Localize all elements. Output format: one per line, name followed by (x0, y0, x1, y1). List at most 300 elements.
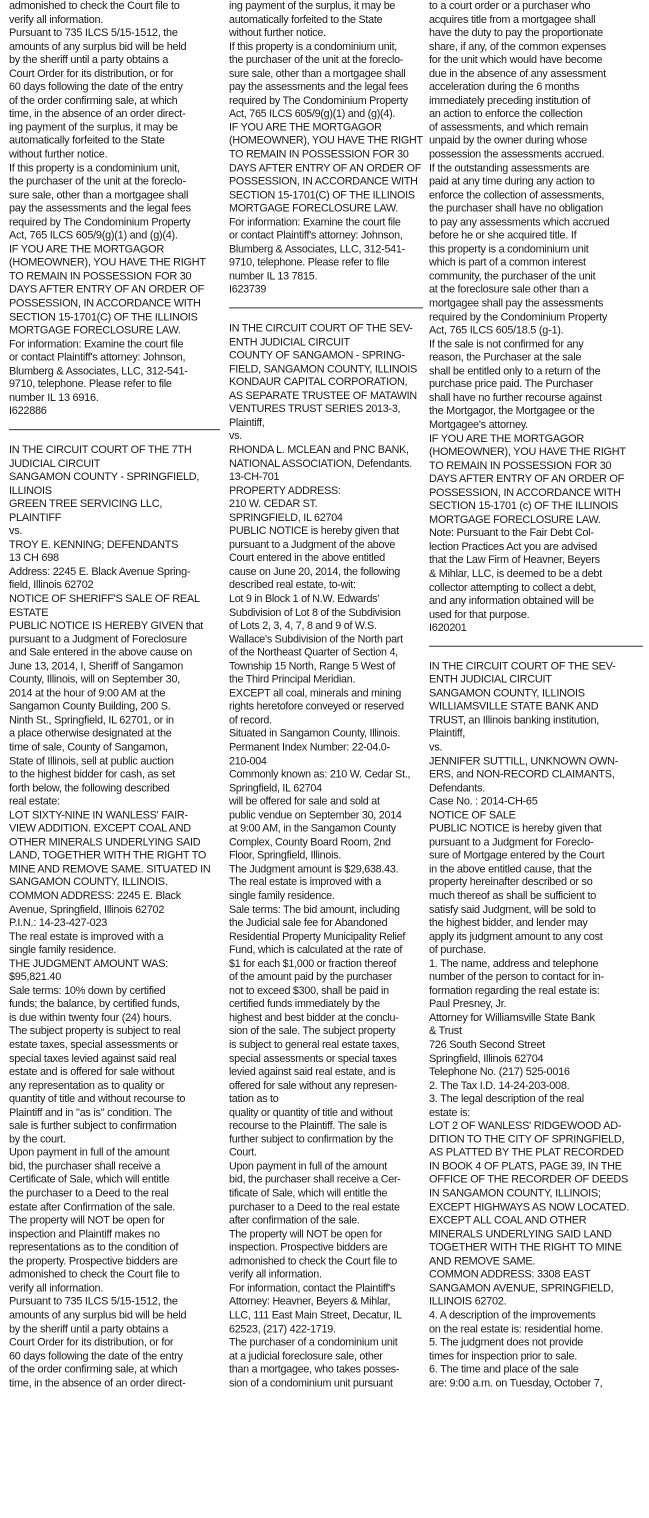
legal-notice (429, 0, 643, 635)
notice-line: amounts of any surplus bid will be held (9, 40, 187, 53)
notice-line: LOT SIXTY-NINE IN WANLESS' FAIR- (9, 809, 188, 822)
notice-line: sion of the sale. The subject property (229, 1025, 396, 1038)
notice-line: SANGAMON COUNTY, ILLINOIS (429, 687, 585, 700)
notice-line: Commonly known as: 210 W. Cedar St., (229, 768, 411, 781)
legal-notice (429, 660, 643, 1390)
notice-line: The Judgment amount is $29,638.43. (229, 863, 399, 876)
notice-line: pursuant to a Judgment for Foreclo- (429, 836, 594, 849)
notice-line: and any information obtained will be (429, 594, 594, 607)
notice-line: special assessments or special taxes (229, 1052, 397, 1065)
notice-line: TOGETHER WITH THE RIGHT TO MINE (429, 1241, 622, 1254)
notice-line: Plaintiff, (229, 417, 265, 430)
notice-line: (HOMEOWNER), YOU HAVE THE RIGHT (429, 446, 626, 459)
notice-line: required by the Condominium Property (429, 310, 608, 323)
notice-line: SPRINGFIELD, IL 62704 (229, 511, 343, 524)
notice-line: TO REMAIN IN POSSESSION FOR 30 (9, 270, 192, 283)
notice-line: Court. (229, 1147, 257, 1160)
notice-line: Sangamon County Building, 200 S. (9, 700, 171, 713)
notice-line: IN THE CIRCUIT COURT OF THE SEV- (229, 322, 413, 335)
notice-line: 1. The name, address and telephone (429, 957, 599, 970)
notice-line: admonished to check the Court file to (9, 0, 180, 12)
notice-line: 2. The Tax I.D. 14-24-203-008. (429, 1079, 570, 1092)
notice-line: Upon payment in full of the amount (229, 1160, 387, 1173)
notice-line: 60 days following the date of the entry (9, 81, 183, 94)
notice-line: DAYS AFTER ENTRY OF AN ORDER OF (229, 162, 422, 175)
notice-line: by the court. (9, 1133, 66, 1146)
notice-line: 60 days following the date of the entry (9, 1349, 183, 1362)
notice-line: single family residence. (229, 890, 335, 903)
notice-line: 2014 at the hour of 9:00 AM at the (9, 687, 166, 700)
notice-line: Subdivision of Lot 8 of the Subdivision (229, 606, 401, 619)
notice-line: The subject property is subject to real (9, 1025, 181, 1038)
notice-line: AND REMOVE SAME. (429, 1255, 536, 1268)
notice-line: rights heretofore conveyed or reserved (229, 700, 404, 713)
notice-line: EXCEPT HIGHWAYS AS NOW LOCATED. (429, 1201, 630, 1214)
notice-line: Note: Pursuant to the Fair Debt Col- (429, 527, 594, 540)
notice-line: ILLINOIS 62702. (429, 1295, 507, 1308)
notice-line: Plaintiff and in "as is" condition. The (9, 1106, 172, 1119)
notice-line: The property will NOT be open for (9, 1214, 165, 1227)
notice-line: number of the person to contact for in- (429, 971, 604, 984)
notice-line: IN THE CIRCUIT COURT OF THE SEV- (429, 660, 616, 673)
notice-line: special taxes levied against said real (9, 1052, 177, 1065)
notice-line: tificate of Sale, which will entitle the (229, 1187, 388, 1200)
notice-line: RHONDA L. MCLEAN and PNC BANK, (229, 444, 409, 457)
notice-line: of record. (229, 714, 272, 727)
notice-line: ERS, and NON-RECORD CLAIMANTS, (429, 768, 615, 781)
notice-line: possession the assessments accrued. (429, 148, 605, 161)
column-2 (229, 0, 423, 1518)
notice-line: AS SEPARATE TRUSTEE OF MATAWIN (229, 389, 417, 402)
notice-line: at a judicial foreclosure sale, other (229, 1349, 383, 1362)
notice-line: Plaintiff, (429, 727, 466, 740)
notice-line: MORTGAGE FORECLOSURE LAW. (229, 202, 399, 215)
notice-line: SANGAMON COUNTY - SPRINGFIELD, (9, 471, 200, 484)
notice-line: and Sale entered in the above cause on (9, 646, 193, 659)
notice-line: which is part of a common interest (429, 256, 586, 269)
notice-line: POSSESSION, IN ACCORDANCE WITH (229, 175, 418, 188)
notice-line: For information: Examine the court file (229, 216, 401, 229)
notice-line: If this property is a condominium unit, (229, 40, 398, 53)
notice-line: MORTGAGE FORECLOSURE LAW. (9, 324, 181, 337)
legal-notice (9, 0, 220, 419)
notice-line: amounts of any surplus bid will be held (9, 1309, 187, 1322)
notice-line: NOTICE OF SALE (429, 809, 516, 822)
notice-line: of Lots 2, 3, 4, 7, 8 and 9 of W.S. (229, 619, 377, 632)
notice-line: Pursuant to 735 ILCS 5/15-1512, the (9, 27, 178, 40)
notice-line: NATIONAL ASSOCIATION, Defendants. (229, 457, 412, 470)
notice-line: inspection. Prospective bidders are (229, 1241, 388, 1254)
notice-line: is subject to general real estate taxes, (229, 1038, 400, 1051)
notice-line: have the duty to pay the proportionate (429, 27, 603, 40)
notice-line: for the unit which would have become (429, 54, 603, 67)
notice-line: bid, the purchaser shall receive a Cer- (229, 1174, 401, 1187)
notice-line: than a mortgagee, who takes posses- (229, 1363, 400, 1376)
notice-line: LOT 2 OF WANLESS' RIDGEWOOD AD- (429, 1120, 622, 1133)
notice-line: COUNTY OF SANGAMON - SPRING- (229, 349, 405, 362)
notice-line: number IL 13 7815. (229, 270, 318, 283)
notice-line: Act, 765 ILCS 605/18.5 (g-1). (429, 324, 564, 337)
notice-line: Sale terms: The bid amount, including (229, 903, 400, 916)
notice-line: ILLINOIS (9, 484, 52, 497)
notice-line: to pay any assessments which accrued (429, 216, 610, 229)
notice-line: time, in the absence of an order direct- (9, 1376, 186, 1389)
notice-line: highest and best bidder at the conclu- (229, 1011, 399, 1024)
notice-line: TRUST, an Illinois banking institution, (429, 714, 600, 727)
notice-line: further subject to confirmation by the (229, 1133, 394, 1146)
notice-line: described real estate, to-wit: (229, 579, 356, 592)
notice-line: without further notice. (9, 148, 108, 161)
notice-line: shall have no further recourse against (429, 392, 602, 405)
notice-line: Defendants. (429, 782, 485, 795)
notice-line: to the highest bidder for cash, as set (9, 768, 176, 781)
notice-line: OTHER MINERALS UNDERLYING SAID (9, 836, 201, 849)
notice-line: $95,821.40 (9, 971, 62, 984)
notice-line: lection Practices Act you are advised (429, 540, 598, 553)
column-1 (9, 0, 220, 1518)
notice-line: Residential Property Municipality Relief (229, 930, 406, 943)
notice-line: acceleration during the 6 months (429, 81, 580, 94)
notice-line: PUBLIC NOTICE IS HEREBY GIVEN that (9, 619, 204, 632)
notice-line: are: 9:00 a.m. on Tuesday, October 7, (429, 1376, 603, 1389)
notice-line: VIEW ADDITION. EXCEPT COAL AND (9, 822, 191, 835)
notice-line: COMMON ADDRESS: 2245 E. Black (9, 890, 181, 903)
legal-notice (229, 322, 423, 1390)
notice-line: the purchaser of the unit at the foreclo- (9, 175, 186, 188)
notice-line: a place otherwise designated at the (9, 727, 172, 740)
notice-line: the Mortgagor, the Mortgagee or the (429, 405, 595, 418)
notice-line: MORTGAGE FORECLOSURE LAW. (429, 513, 601, 526)
notice-line: ing payment of the surplus, it may be (9, 121, 178, 134)
notice-line: quality or quantity of title and without (229, 1106, 393, 1119)
notice-line: The property will NOT be open for (229, 1228, 383, 1241)
notice-line: THE JUDGMENT AMOUNT WAS: (9, 957, 168, 970)
notice-line: time of sale, County of Sangamon, (9, 741, 168, 754)
notice-line: that the Law Firm of Heavner, Beyers (429, 554, 600, 567)
notice-line: sure sale, other than a mortgagee shall (229, 67, 406, 80)
notice-line: $1 for each $1,000 or fraction thereof (229, 957, 397, 970)
notice-line: & Mihlar, LLC, is deemed to be a debt (429, 567, 602, 580)
notice-line: DAYS AFTER ENTRY OF AN ORDER OF (9, 283, 204, 296)
notice-line: used for that purpose. (429, 608, 530, 621)
notice-line: Springfield, IL 62704 (229, 782, 322, 795)
notice-line: apply its judgment amount to any cost (429, 930, 603, 943)
notice-line: Springfield, Illinois 62704 (429, 1052, 544, 1065)
notice-line: share, if any, of the common expenses (429, 40, 606, 53)
notice-line: field, Illinois 62702 (9, 579, 94, 592)
notice-line: Telephone No. (217) 525-0016 (429, 1065, 570, 1078)
notice-line: Blumberg & Associates, LLC, 312-541- (229, 243, 405, 256)
notice-line: IN BOOK 4 OF PLATS, PAGE 39, IN THE (429, 1160, 622, 1173)
notice-divider (429, 645, 643, 646)
notice-line: If this property is a condominium unit, (9, 162, 180, 175)
notice-line: of assessments, and which remain (429, 121, 589, 134)
notice-line: levied against said real estate, and is (229, 1065, 396, 1078)
notice-line: IN THE CIRCUIT COURT OF THE 7TH (9, 444, 192, 457)
notice-line: to a court order or a purchaser who (429, 0, 591, 12)
notice-line: community, the purchaser of the unit (429, 270, 596, 283)
notice-line: COMMON ADDRESS: 3308 EAST (429, 1268, 591, 1281)
notice-line: the Judicial sale fee for Abandoned (229, 917, 388, 930)
notice-line: Act, 765 ILCS 605/9(g)(1) and (g)(4). (9, 229, 178, 242)
legal-notice (229, 0, 423, 297)
notice-line: offered for sale without any represen- (229, 1079, 398, 1092)
notice-line: funds; the balance, by certified funds, (9, 998, 180, 1011)
notice-line: OFFICE OF THE RECORDER OF DEEDS (429, 1174, 628, 1187)
notice-divider (9, 429, 220, 430)
notice-line: SECTION 15-1701 (c) OF THE ILLINOIS (429, 500, 618, 513)
notice-line: P.I.N.: 14-23-427-023 (9, 917, 108, 930)
notice-line: by the sheriff until a party obtains a (9, 1322, 169, 1335)
notice-line: County, Illinois, will on September 30, (9, 673, 181, 686)
notice-line: DITION TO THE CITY OF SPRINGFIELD, (429, 1133, 625, 1146)
notice-line: NOTICE OF SHERIFF'S SALE OF REAL (9, 592, 200, 605)
notice-line: 62523, (217) 422-1719. (229, 1322, 336, 1335)
notice-line: recourse to the Plaintiff. The sale is (229, 1120, 387, 1133)
notice-line: or contact Plaintiff's attorney: Johnson, (229, 229, 403, 242)
notice-line: Upon payment in full of the amount (9, 1147, 170, 1160)
notice-line: or contact Plaintiff's attorney: Johnson, (9, 351, 186, 364)
notice-line: bid, the purchaser shall receive a (9, 1160, 161, 1173)
notice-line: sale is further subject to confirmation (9, 1120, 177, 1133)
notice-line: sure of Mortgage entered by the Court (429, 849, 605, 862)
notice-line: of the Northeast Quarter of Section 4, (229, 646, 398, 659)
notice-line: in the above entitled cause, that the (429, 863, 592, 876)
notice-line: an action to enforce the collection (429, 108, 583, 121)
notice-line: TO REMAIN IN POSSESSION FOR 30 (229, 148, 409, 161)
notice-line: SANGAMON AVENUE, SPRINGFIELD, (429, 1282, 614, 1295)
notice-line: 3. The legal description of the real (429, 1093, 584, 1106)
notice-line: cause on June 20, 2014, the following (229, 565, 400, 578)
notice-line: Act, 765 ILCS 605/9(g)(1) and (g)(4). (229, 108, 396, 121)
notice-line: the purchaser to a Deed to the real (9, 1187, 169, 1200)
notice-line: 210-004 (229, 755, 267, 768)
notice-line: much thereof as shall be sufficient to (429, 890, 597, 903)
notice-line: this property is a condominium unit (429, 243, 589, 256)
notice-line: MINERALS UNDERLYING SAID LAND (429, 1228, 612, 1241)
notice-line: (HOMEOWNER), YOU HAVE THE RIGHT (9, 256, 206, 269)
notice-line: PUBLIC NOTICE is hereby given that (429, 822, 602, 835)
notice-line: Attorney for Williamsville State Bank (429, 1011, 595, 1024)
notice-line: ESTATE (9, 606, 49, 619)
notice-line: reason, the Purchaser at the sale (429, 351, 582, 364)
notice-line: 9710, telephone. Please refer to file (9, 378, 172, 391)
notice-line: the highest bidder, and lender may (429, 917, 588, 930)
notice-line: LAND, TOGETHER WITH THE RIGHT TO (9, 849, 207, 862)
notice-line: pay the assessments and the legal fees (9, 202, 191, 215)
notice-line: 210 W. CEDAR ST. (229, 498, 318, 511)
notice-line: by the sheriff until a party obtains a (9, 54, 169, 67)
notice-line: Certificate of Sale, which will entitle (9, 1174, 170, 1187)
notice-line: KONDAUR CAPITAL CORPORATION, (229, 376, 408, 389)
notice-line: required by The Condominium Property (9, 216, 191, 229)
notice-line: 726 South Second Street (429, 1038, 545, 1051)
notice-line: of the order confirming sale, at which (9, 1363, 178, 1376)
notice-line: purchaser to a Deed to the real estate (229, 1201, 400, 1214)
notice-line: IF YOU ARE THE MORTGAGOR (9, 243, 164, 256)
notice-line: automatically forfeited to the State (229, 13, 383, 26)
notice-line: IF YOU ARE THE MORTGAGOR (229, 121, 382, 134)
notice-line: GREEN TREE SERVICING LLC, (9, 498, 163, 511)
notice-line: EXCEPT all coal, minerals and mining (229, 687, 402, 700)
notice-line: VENTURES TRUST SERIES 2013-3, (229, 403, 401, 416)
notice-line: Blumberg & Associates, LLC, 312-541- (9, 365, 188, 378)
notice-line: IN SANGAMON COUNTY, ILLINOIS; (429, 1187, 601, 1200)
notice-line: PUBLIC NOTICE is hereby given that (229, 525, 399, 538)
column-3 (429, 0, 643, 1518)
notice-line: 4. A description of the improvements (429, 1309, 596, 1322)
notice-line: 5. The judgment does not provide (429, 1336, 584, 1349)
notice-line: Complex, County Board Room, 2nd (229, 836, 391, 849)
notice-line: Sale terms: 10% down by certified (9, 984, 166, 997)
notice-line: of purchase. (429, 944, 486, 957)
notice-line: required by The Condominium Property (229, 94, 408, 107)
notice-line: (HOMEOWNER), YOU HAVE THE RIGHT (229, 135, 423, 148)
notice-line: paid at any time during any action to (429, 175, 595, 188)
notice-line: vs. (229, 430, 242, 443)
notice-line: Court Order for its distribution, or for (9, 67, 174, 80)
notice-line: Court Order for its distribution, or for (9, 1336, 174, 1349)
notice-line: verify all information. (229, 1268, 322, 1281)
notice-line: & Trust (429, 1025, 462, 1038)
notice-line: real estate: (9, 795, 60, 808)
notice-line: POSSESSION, IN ACCORDANCE WITH (9, 297, 201, 310)
notice-line: single family residence. (9, 944, 117, 957)
notice-line: Situated in Sangamon County, Illinois. (229, 727, 401, 740)
notice-line: the purchaser shall have no obligation (429, 202, 603, 215)
notice-line: DAYS AFTER ENTRY OF AN ORDER OF (429, 473, 624, 486)
notice-line: For information: Examine the court file (9, 338, 184, 350)
notice-line: 6. The time and place of the sale (429, 1363, 579, 1376)
notice-line: verify all information. (9, 1282, 104, 1295)
notice-line: Avenue, Springfield, Illinois 62702 (9, 903, 165, 916)
notice-line: EXCEPT ALL COAL AND OTHER (429, 1214, 587, 1227)
notice-line: vs. (9, 525, 23, 538)
notice-line: pursuant to a Judgment of the above (229, 538, 396, 551)
notice-line: Paul Presney, Jr. (429, 998, 507, 1011)
notice-line: PLAINTIFF (9, 511, 62, 524)
notice-line: at the foreclosure sale other than a (429, 283, 589, 296)
notice-line: Fund, which is calculated at the rate of (229, 944, 403, 957)
notice-line: I623739 (229, 283, 267, 296)
notice-line: representations as to the condition of (9, 1241, 179, 1254)
notice-line: before he or she acquired title. If (429, 229, 577, 242)
notice-line: property hereinafter described or so (429, 876, 593, 889)
notice-line: sion of a condominium unit pursuant (229, 1376, 393, 1389)
notice-line: ing payment of the surplus, it may be (229, 0, 396, 12)
notice-line: estate after Confirmation of the sale. (9, 1201, 176, 1214)
notice-line: acquires title from a mortgagee shall (429, 13, 596, 26)
notice-line: time, in the absence of an order direct- (9, 108, 186, 121)
notice-line: The real estate is improved with a (229, 876, 381, 889)
notice-line: SECTION 15-1701(C) OF THE ILLINOIS (229, 189, 415, 202)
notice-line: estate taxes, special assessments or (9, 1038, 178, 1051)
notice-line: verify all information. (9, 13, 104, 26)
notice-line: For information, contact the Plaintiff's (229, 1282, 396, 1295)
notice-line: The purchaser of a condominium unit (229, 1336, 398, 1349)
notice-line: ENTH JUDICIAL CIRCUIT (229, 335, 350, 348)
notice-line: automatically forfeited to the State (9, 135, 165, 148)
notice-line: after confirmation of the sale. (229, 1214, 360, 1227)
notice-line: 9710, telephone. Please refer to file (229, 256, 390, 269)
notice-line: June 13, 2014, I, Sheriff of Sangamon (9, 660, 184, 673)
notice-line: due in the absence of any assessment (429, 67, 606, 80)
notice-line: the purchaser of the unit at the foreclo- (229, 54, 404, 67)
notice-line: WILLIAMSVILLE STATE BANK AND (429, 700, 599, 713)
notice-line: forth below, the following described (9, 782, 170, 795)
notice-line: public vendue on September 30, 2014 (229, 809, 402, 822)
notice-line: If the outstanding assessments are (429, 162, 590, 175)
notice-line: Ninth St., Springfield, IL 62701, or in (9, 714, 174, 727)
notice-line: MINE AND REMOVE SAME. SITUATED IN (9, 863, 211, 876)
notice-line: I622886 (9, 405, 47, 418)
notice-line: ENTH JUDICIAL CIRCUIT (429, 673, 552, 686)
notice-line: POSSESSION, IN ACCORDANCE WITH (429, 486, 621, 499)
notice-line: estate and is offered for sale without (9, 1065, 175, 1078)
notice-line: pay the assessments and the legal fees (229, 81, 409, 94)
notice-line: SECTION 15-1701(C) OF THE ILLINOIS (9, 310, 198, 323)
notice-line: I620201 (429, 621, 467, 634)
notice-line: FIELD, SANGAMON COUNTY, ILLINOIS (229, 362, 417, 375)
notice-line: If the sale is not confirmed for any (429, 338, 584, 350)
notice-line: tation as to (229, 1093, 279, 1106)
notice-line: State of Illinois, sell at public auction (9, 755, 174, 768)
notice-line: Township 15 North, Range 5 West of (229, 660, 396, 673)
notice-line: LLC, 111 East Main Street, Decatur, IL (229, 1309, 402, 1322)
notice-line: pursuant to a Judgment of Foreclosure (9, 633, 187, 646)
notice-line: immediately preceding institution of (429, 94, 591, 107)
notice-line: Address: 2245 E. Black Avenue Spring- (9, 565, 191, 578)
notice-line: at 9:00 AM, in the Sangamon County (229, 822, 396, 835)
notice-line: formation regarding the real estate is: (429, 984, 600, 997)
notice-line: number IL 13 6916. (9, 392, 99, 405)
notice-line: JENNIFER SUTTILL, UNKNOWN OWN- (429, 755, 619, 768)
notice-line: 13 CH 698 (9, 552, 59, 565)
notice-line: times for inspection prior to sale. (429, 1349, 578, 1362)
notice-line: collector attempting to collect a debt, (429, 581, 597, 594)
notice-line: satisfy said Judgment, will be sold to (429, 903, 596, 916)
notice-line: shall be entitled only to a return of the (429, 365, 601, 378)
notice-line: is due within twenty four (24) hours. (9, 1011, 172, 1024)
notice-line: without further notice. (229, 27, 326, 40)
notice-divider (229, 307, 423, 308)
notice-line: Lot 9 in Block 1 of N.W. Edwards' (229, 592, 380, 605)
notice-line: quantity of title and without recourse to (9, 1093, 186, 1106)
notice-line: will be offered for sale and sold at (229, 795, 380, 808)
notice-line: purchase price paid. The Purchaser (429, 378, 593, 391)
notice-line: Wallace's Subdivision of the North part (229, 633, 403, 646)
notice-line: estate is: (429, 1106, 471, 1119)
notice-line: certified funds immediately by the (229, 998, 380, 1011)
notice-line: vs. (429, 741, 443, 754)
notice-line: Mortgagee's attorney. (429, 419, 528, 432)
notice-line: sure sale, other than a mortgagee shall (9, 189, 189, 202)
notice-line: enforce the collection of assessments, (429, 189, 605, 202)
notice-line: Floor, Springfield, Illinois. (229, 849, 342, 862)
notice-line: TO REMAIN IN POSSESSION FOR 30 (429, 459, 612, 472)
notice-line: Court entered in the above entitled (229, 552, 385, 565)
notice-line: TROY E. KENNING; DEFENDANTS (9, 538, 179, 551)
notice-line: admonished to check the Court file to (9, 1268, 180, 1281)
notice-line: mortgagee shall pay the assessments (429, 297, 604, 310)
notice-line: of the amount paid by the purchaser (229, 971, 393, 984)
notice-line: AS PLATTED BY THE PLAT RECORDED (429, 1147, 624, 1160)
notice-line: inspection and Plaintiff makes no (9, 1228, 160, 1241)
notice-line: JUDICIAL CIRCUIT (9, 457, 101, 470)
notice-line: IF YOU ARE THE MORTGAGOR (429, 432, 584, 445)
notice-line: PROPERTY ADDRESS: (229, 484, 341, 497)
notice-line: the property. Prospective bidders are (9, 1255, 178, 1268)
